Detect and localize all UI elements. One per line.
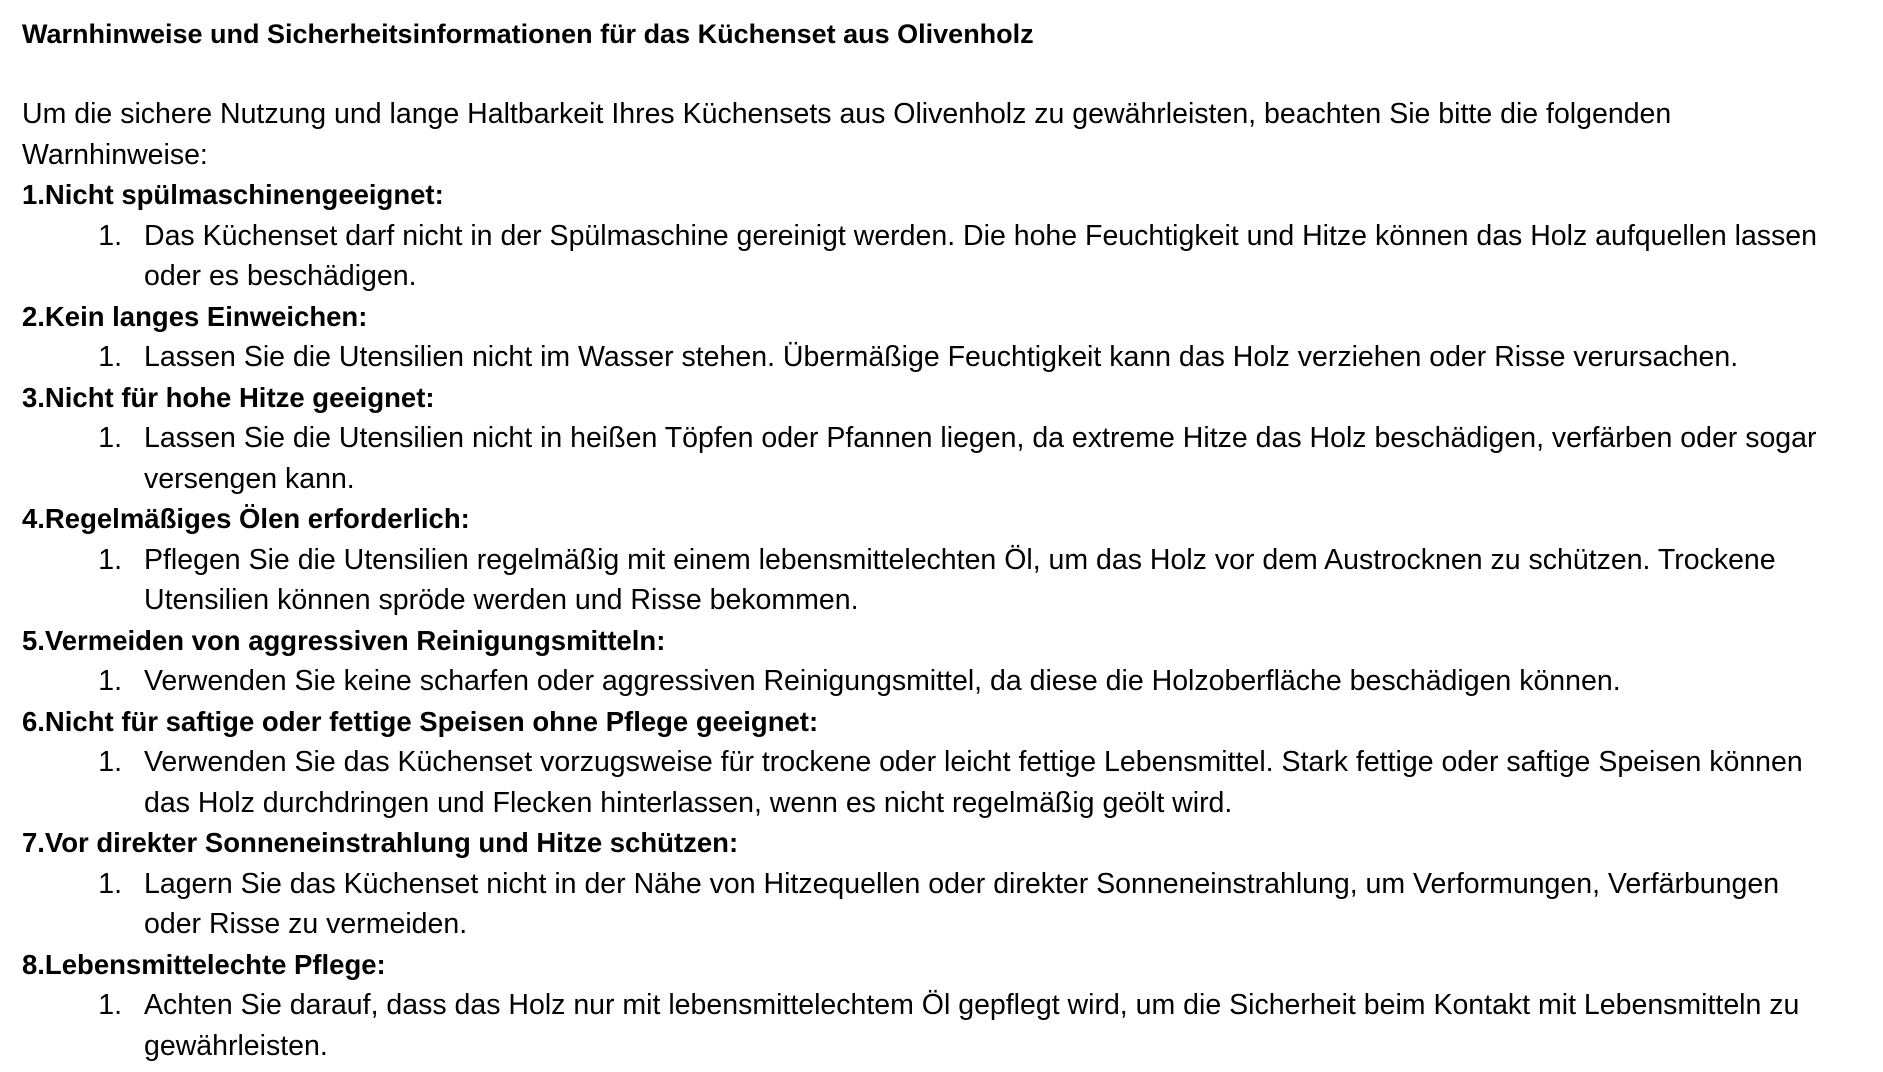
document-title: Warnhinweise und Sicherheitsinformationen für das Küchenset aus Olivenholz xyxy=(22,19,1034,49)
list-item-text: Pflegen Sie die Utensilien regelmäßig mit einem lebensmittelechten Öl, um das Holz vor dem Austrocknen zu schützen. Trockene Utensilien können spröde werden und Risse bekommen. xyxy=(144,543,1776,616)
section-heading: 7.Vor direkter Sonneneinstrahlung und Hitze schützen: xyxy=(22,827,739,858)
warning-section xyxy=(22,297,1862,378)
list-item xyxy=(22,661,1862,702)
warning-section xyxy=(22,702,1862,824)
list-item-number: 1. xyxy=(98,665,122,697)
section-heading: 2.Kein langes Einweichen: xyxy=(22,300,368,332)
list-item-number: 1. xyxy=(98,422,122,454)
list-item-number: 1. xyxy=(98,543,122,576)
warning-section xyxy=(22,175,1862,297)
list-item-number: 1. xyxy=(98,341,122,373)
list-item xyxy=(22,337,1862,378)
intro-paragraph: Um die sichere Nutzung und lange Haltbarkeit Ihres Küchensets aus Olivenholz zu gewährleisten, beachten Sie bitte die folgenden Warnhinweise: xyxy=(22,98,1672,171)
document-page xyxy=(22,14,1862,1066)
section-heading: 1.Nicht spülmaschinengeeignet: xyxy=(22,179,444,210)
list-item-text: Lassen Sie die Utensilien nicht in heißen Töpfen oder Pfannen liegen, da extreme Hitze das Holz beschädigen, verfärben oder sogar versengen kann. xyxy=(144,422,1817,495)
section-heading: 3.Nicht für hohe Hitze geeignet: xyxy=(22,381,435,413)
warning-section xyxy=(22,945,1862,1067)
list-item-text: Achten Sie darauf, dass das Holz nur mit lebensmittelechtem Öl gepflegt wird, um die Sicherheit beim Kontakt mit Lebensmitteln zu gewährleisten. xyxy=(144,989,1800,1062)
warning-section xyxy=(22,823,1862,945)
warning-section xyxy=(22,621,1862,702)
list-item-text: Verwenden Sie keine scharfen oder aggressiven Reinigungsmittel, da diese die Holzoberfläche beschädigen können. xyxy=(144,665,1621,697)
warning-section xyxy=(22,499,1862,621)
list-item-number: 1. xyxy=(98,867,122,900)
list-item-number: 1. xyxy=(98,219,122,252)
list-item-number: 1. xyxy=(98,746,122,778)
warning-sections xyxy=(22,175,1862,1066)
list-item-text: Verwenden Sie das Küchenset vorzugsweise für trockene oder leicht fettige Lebensmittel. Stark fettige oder saftige Speisen können das Holz durchdringen und Flecken hinterlassen, wenn es nicht regelmäßig geölt wird. xyxy=(144,746,1803,819)
section-heading: 4.Regelmäßiges Ölen erforderlich: xyxy=(22,503,470,534)
list-item xyxy=(22,216,1862,297)
section-heading: 8.Lebensmittelechte Pflege: xyxy=(22,948,386,980)
section-heading: 6.Nicht für saftige oder fettige Speisen ohne Pflege geeignet: xyxy=(22,705,819,737)
list-item-number: 1. xyxy=(98,989,122,1021)
list-item xyxy=(22,864,1862,945)
warning-section xyxy=(22,378,1862,500)
list-item-text: Das Küchenset darf nicht in der Spülmaschine gereinigt werden. Die hohe Feuchtigkeit und Hitze können das Holz aufquellen lassen oder es beschädigen. xyxy=(144,219,1817,292)
section-heading: 5.Vermeiden von aggressiven Reinigungsmitteln: xyxy=(22,624,666,656)
list-item-text: Lagern Sie das Küchenset nicht in der Nähe von Hitzequellen oder direkter Sonneneinstrahlung, um Verformungen, Verfärbungen oder Risse zu vermeiden. xyxy=(144,867,1780,940)
list-item xyxy=(22,985,1862,1066)
list-item xyxy=(22,540,1862,621)
list-item xyxy=(22,418,1862,499)
list-item-text: Lassen Sie die Utensilien nicht im Wasser stehen. Übermäßige Feuchtigkeit kann das Holz verziehen oder Risse verursachen. xyxy=(144,341,1739,373)
list-item xyxy=(22,742,1862,823)
